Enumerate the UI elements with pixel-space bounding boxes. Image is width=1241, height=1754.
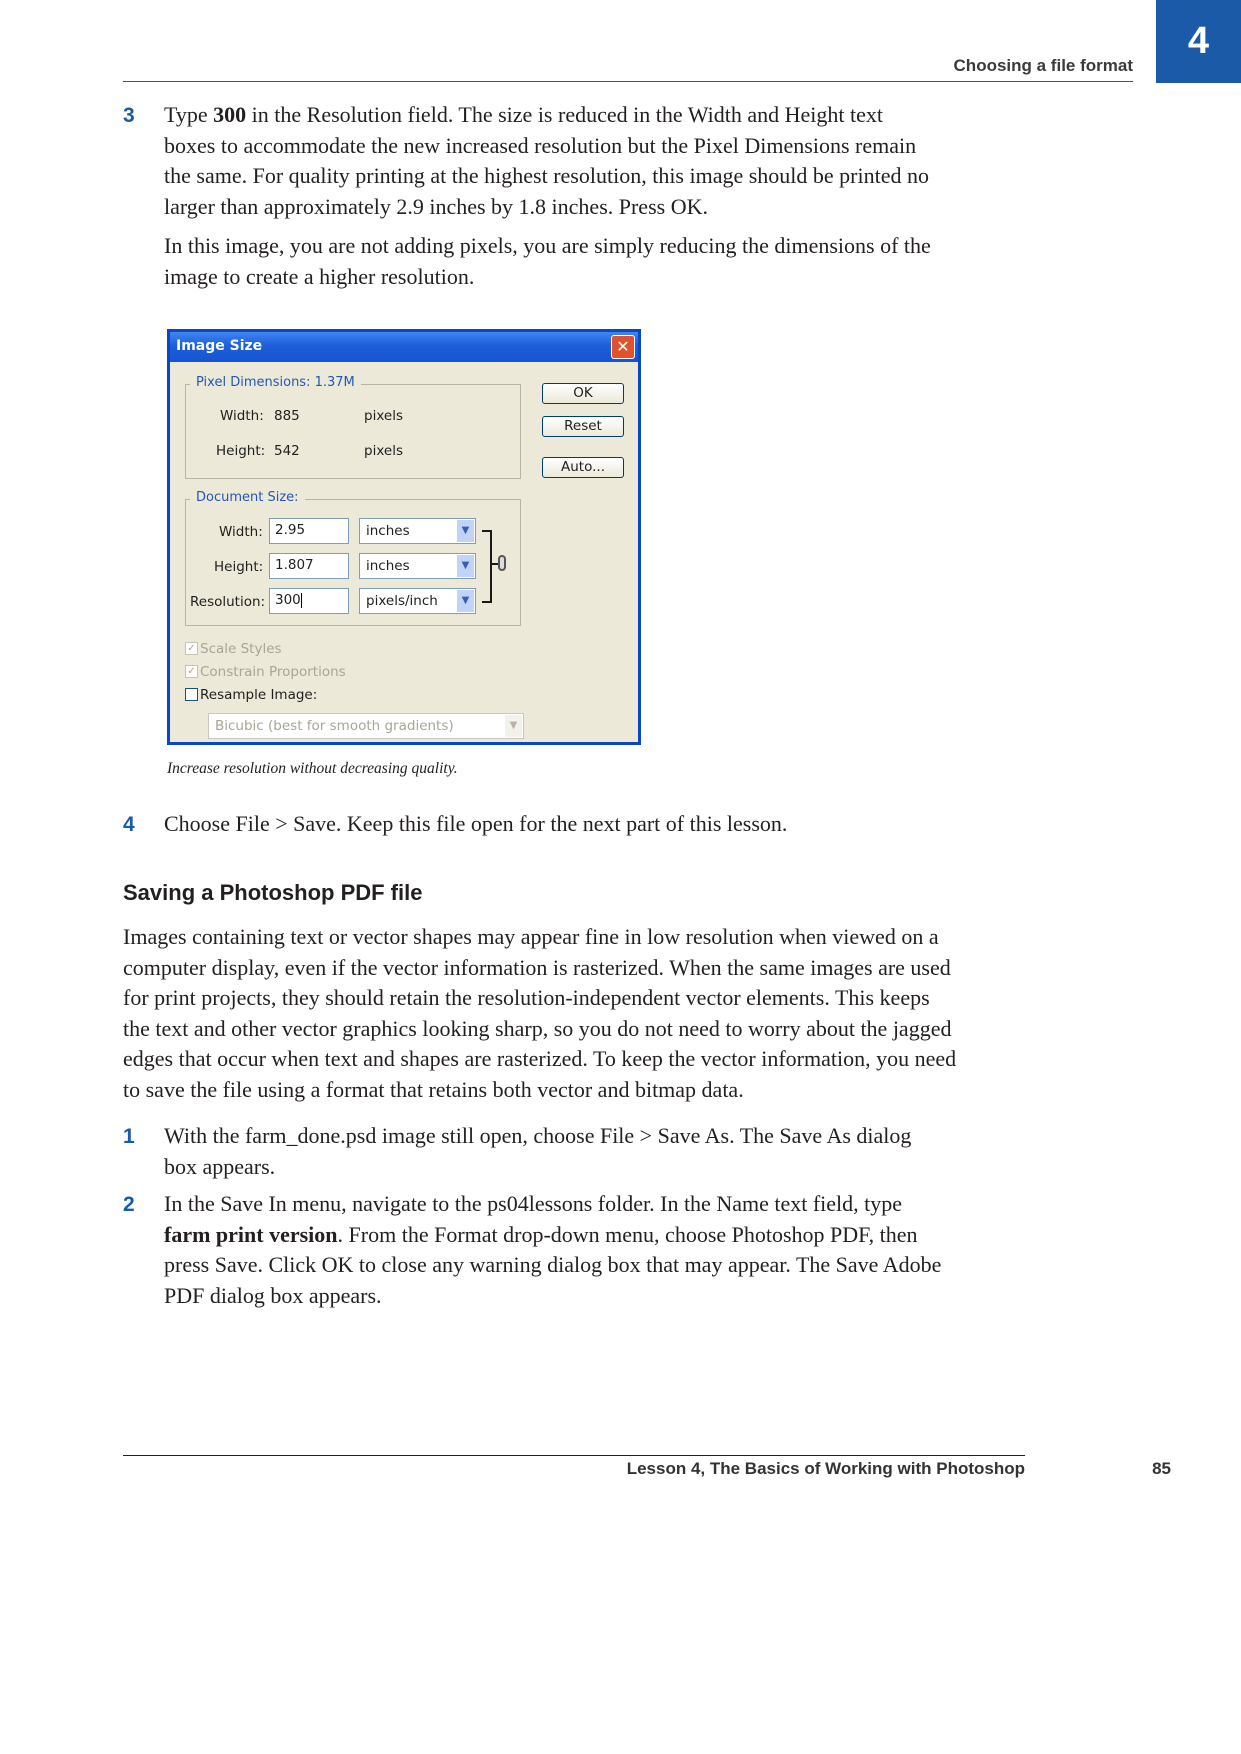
section-line-4: the text and other vector graphics looking sharp, so you do not need to worry about the jagged xyxy=(123,1015,952,1041)
chapter-tab: 4 xyxy=(1156,0,1241,83)
step-1-line-2: box appears. xyxy=(164,1153,276,1179)
text-cursor xyxy=(301,593,302,608)
chevron-down-icon[interactable]: ▼ xyxy=(457,520,474,542)
image-size-dialog xyxy=(167,329,641,745)
header-rule xyxy=(123,81,1133,82)
pixel-height-label: Height: xyxy=(216,443,266,459)
section-line-3: for print projects, they should retain the resolution-independent vector elements. This keeps xyxy=(123,985,930,1010)
chevron-down-icon[interactable]: ▼ xyxy=(505,715,522,737)
doc-width-input[interactable]: 2.95 xyxy=(269,518,349,544)
step-number-2: 2 xyxy=(123,1193,135,1216)
step-number-4: 4 xyxy=(123,813,135,836)
doc-height-unit-value: inches xyxy=(366,558,410,574)
pixel-width-unit: pixels xyxy=(364,408,403,424)
resolution-unit-value: pixels/inch xyxy=(366,593,438,609)
step-2-text xyxy=(164,1189,1064,1311)
resolution-input[interactable] xyxy=(269,588,349,614)
reset-button[interactable]: Reset xyxy=(542,416,624,437)
section-heading: Saving a Photoshop PDF file xyxy=(123,880,423,905)
footer-lesson-title: Lesson 4, The Basics of Working with Photoshop xyxy=(626,1459,1025,1478)
doc-height-unit-select[interactable] xyxy=(359,553,476,579)
close-icon[interactable]: ✕ xyxy=(611,335,635,359)
step-3-text-before: Type xyxy=(164,102,214,127)
scale-styles-checkbox[interactable]: ✓ xyxy=(185,642,198,655)
auto-button[interactable]: Auto... xyxy=(542,457,624,478)
resolution-value: 300 xyxy=(275,592,301,608)
bracket-tick xyxy=(490,563,498,565)
step-2-bold-name: farm print version xyxy=(164,1221,338,1247)
scale-styles-label: Scale Styles xyxy=(200,641,282,657)
step-3-note-line-2: image to create a higher resolution. xyxy=(164,263,475,289)
doc-width-unit-select[interactable] xyxy=(359,518,476,544)
section-paragraph xyxy=(123,922,1123,1105)
step-2-line-2 xyxy=(164,1220,1064,1251)
resample-method-select[interactable] xyxy=(208,713,524,739)
doc-height-label: Height: xyxy=(214,559,264,575)
footer-rule xyxy=(123,1455,1025,1456)
doc-height-input[interactable]: 1.807 xyxy=(269,553,349,579)
pixel-dimensions-legend: Pixel Dimensions: 1.37M xyxy=(190,375,361,390)
step-1-text xyxy=(164,1121,1064,1182)
doc-width-label: Width: xyxy=(219,524,263,540)
constrain-proportions-label: Constrain Proportions xyxy=(200,664,346,680)
ok-button[interactable]: OK xyxy=(542,383,624,404)
step-3-bold-value: 300 xyxy=(213,102,247,127)
step-3-line-1 xyxy=(164,100,1064,131)
step-3-note-line-1: In this image, you are not adding pixels, you are simply reducing the dimensions of the xyxy=(164,233,931,258)
section-line-6: to save the file using a format that retains both vector and bitmap data. xyxy=(123,1076,744,1102)
page-number: 85 xyxy=(1152,1459,1171,1478)
step-number-1: 1 xyxy=(123,1125,135,1148)
step-3-line-2: boxes to accommodate the new increased resolution but the Pixel Dimensions remain xyxy=(164,132,917,158)
pixel-height-value: 542 xyxy=(274,443,300,459)
pixel-width-value: 885 xyxy=(274,408,300,424)
step-1-line-1: With the farm_done.psd image still open, choose File > Save As. The Save As dialog xyxy=(164,1123,912,1148)
section-line-1: Images containing text or vector shapes may appear fine in low resolution when viewed on a xyxy=(123,924,939,949)
resolution-unit-select[interactable] xyxy=(359,588,476,614)
dialog-title: Image Size xyxy=(176,338,263,354)
figure-caption: Increase resolution without decreasing quality. xyxy=(167,760,458,777)
step-2-line-3: press Save. Click OK to close any warning dialog box that may appear. The Save Adobe xyxy=(164,1252,942,1277)
step-4-text: Choose File > Save. Keep this file open for the next part of this lesson. xyxy=(164,811,788,836)
resample-image-label: Resample Image: xyxy=(200,687,318,703)
running-header: Choosing a file format xyxy=(953,56,1133,75)
step-number-3: 3 xyxy=(123,104,135,127)
step-3-text-after: in the Resolution field. The size is reduced in the Width and Height text xyxy=(246,102,883,127)
chevron-down-icon[interactable]: ▼ xyxy=(457,555,474,577)
resample-image-checkbox[interactable] xyxy=(185,688,198,701)
pixel-width-label: Width: xyxy=(220,408,264,424)
step-3-line-4: larger than approximately 2.9 inches by 1.8 inches. Press OK. xyxy=(164,193,708,219)
chain-link-icon xyxy=(498,555,506,571)
resample-method-value: Bicubic (best for smooth gradients) xyxy=(215,718,454,734)
constrain-bracket xyxy=(482,530,492,603)
step-2-line-4: PDF dialog box appears. xyxy=(164,1282,382,1308)
pixel-height-unit: pixels xyxy=(364,443,403,459)
step-3-note xyxy=(164,231,1064,292)
section-line-5: edges that occur when text and shapes are rasterized. To keep the vector information, you need xyxy=(123,1046,957,1071)
pixel-dimensions-group xyxy=(185,384,521,479)
resolution-label: Resolution: xyxy=(190,594,266,610)
step-2-line-2-rest: . From the Format drop-down menu, choose Photoshop PDF, then xyxy=(337,1221,918,1247)
step-3-line-3: the same. For quality printing at the highest resolution, this image should be printed no xyxy=(164,163,929,188)
chevron-down-icon[interactable]: ▼ xyxy=(457,590,474,612)
step-2-line-1: In the Save In menu, navigate to the ps04lessons folder. In the Name text field, type xyxy=(164,1191,903,1216)
step-3-text xyxy=(164,100,1064,222)
doc-width-unit-value: inches xyxy=(366,523,410,539)
constrain-proportions-checkbox[interactable]: ✓ xyxy=(185,665,198,678)
dialog-titlebar[interactable] xyxy=(170,332,638,362)
document-size-legend: Document Size: xyxy=(190,490,305,505)
section-line-2: computer display, even if the vector information is rasterized. When the same images are used xyxy=(123,954,951,980)
